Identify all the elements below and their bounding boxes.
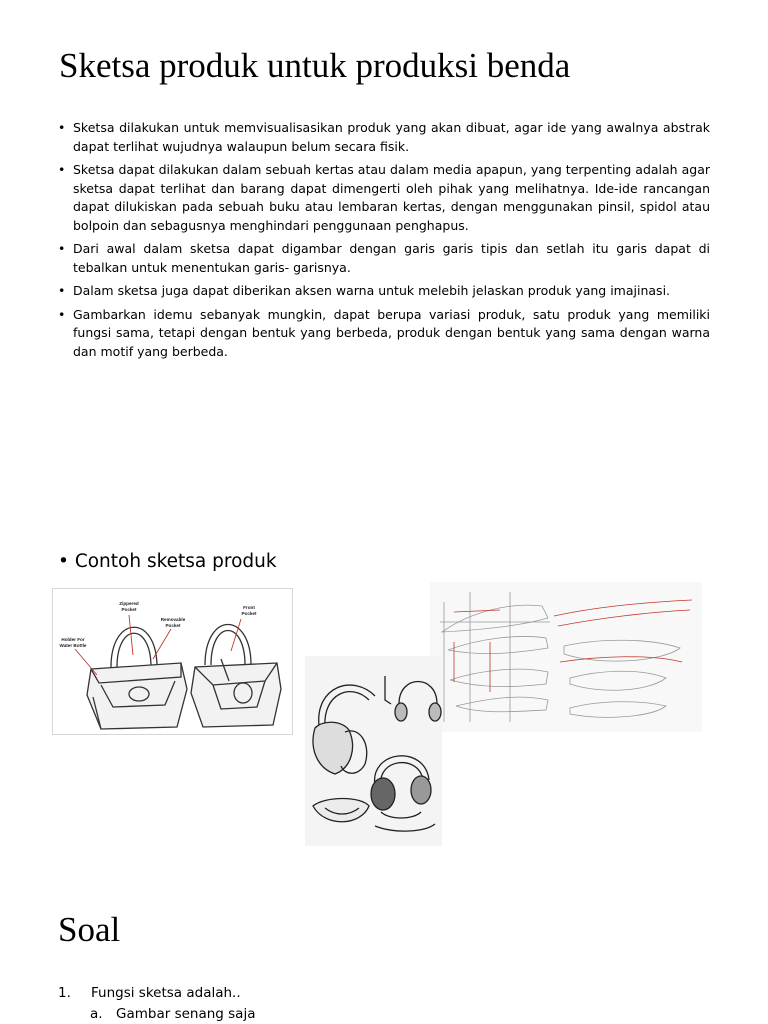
headphones-sketch-image	[305, 656, 442, 846]
list-item	[58, 282, 710, 301]
option-letter: a.	[90, 1006, 103, 1022]
bullet-text: Sketsa dapat dilakukan dalam sebuah kertas atau dalam media apapun, yang terpenting adalah agar sketsa dapat terlihat dan barang dapat dimengerti oleh pihak yang melihatnya. Ide-ide rancangan dapat dilukiskan pada sebuah buku atau lembaran kertas, dengan menggunakan pinsil, spidol atau bolpoin dan sebagusnya menghindari penggunaan penghapus.	[73, 162, 710, 233]
bag-sketch-drawing	[53, 589, 292, 734]
label-holder: Water Bottle	[59, 643, 87, 648]
list-item	[58, 161, 710, 235]
bullet-list	[58, 119, 710, 366]
bullet-text: Dalam sketsa juga dapat diberikan aksen warna untuk melebih jelaskan produk yang imajinasi.	[73, 283, 671, 298]
label-front: Front	[243, 605, 255, 610]
label-holder: Holder For	[61, 637, 85, 642]
option-a	[90, 1004, 255, 1024]
example-heading-text: Contoh sketsa produk	[74, 551, 277, 572]
label-zippered: Zippered	[119, 601, 139, 606]
shoe-sketch-image	[430, 582, 702, 732]
question-text: Fungsi sketsa adalah..	[91, 985, 241, 1001]
bullet-text: Gambarkan idemu sebanyak mungkin, dapat berupa variasi produk, satu produk yang memiliki fungsi sama, tetapi dengan bentuk yang berbeda, produk dengan bentuk yang sama dengan warna dan motif yang berbeda.	[73, 306, 710, 359]
bullet-dot: •	[58, 162, 66, 177]
bullet-dot: •	[58, 551, 69, 572]
bullet-dot: •	[58, 283, 66, 298]
label-zippered: Pocket	[121, 607, 137, 612]
question-number: 1.	[58, 985, 71, 1001]
soal-heading: Soal	[58, 910, 121, 949]
question-1	[58, 983, 241, 1003]
bullet-text: Sketsa dilakukan untuk memvisualisasikan produk yang akan dibuat, agar ide yang awalnya abstrak dapat terlihat wujudnya walaupun belum secara fisik.	[73, 120, 710, 154]
bullet-dot: •	[58, 241, 66, 256]
list-item	[58, 240, 710, 277]
label-removable: Removable	[160, 617, 186, 622]
example-heading	[58, 549, 277, 575]
bullet-dot: •	[58, 120, 66, 135]
headphones-sketch-drawing	[305, 656, 442, 846]
bullet-dot: •	[58, 306, 66, 322]
bullet-text: Dari awal dalam sketsa dapat digambar dengan garis garis tipis dan setlah itu garis dapat di tebalkan untuk menentukan garis- garisnya.	[73, 241, 710, 275]
bag-sketch-image	[52, 588, 293, 735]
shoe-sketch-drawing	[430, 582, 702, 732]
label-removable: Pocket	[165, 623, 181, 628]
page-title: Sketsa produk untuk produksi benda	[59, 46, 571, 85]
list-item	[58, 306, 710, 362]
list-item	[58, 119, 710, 156]
label-front: Pocket	[241, 611, 257, 616]
option-text: Gambar senang saja	[116, 1006, 256, 1022]
